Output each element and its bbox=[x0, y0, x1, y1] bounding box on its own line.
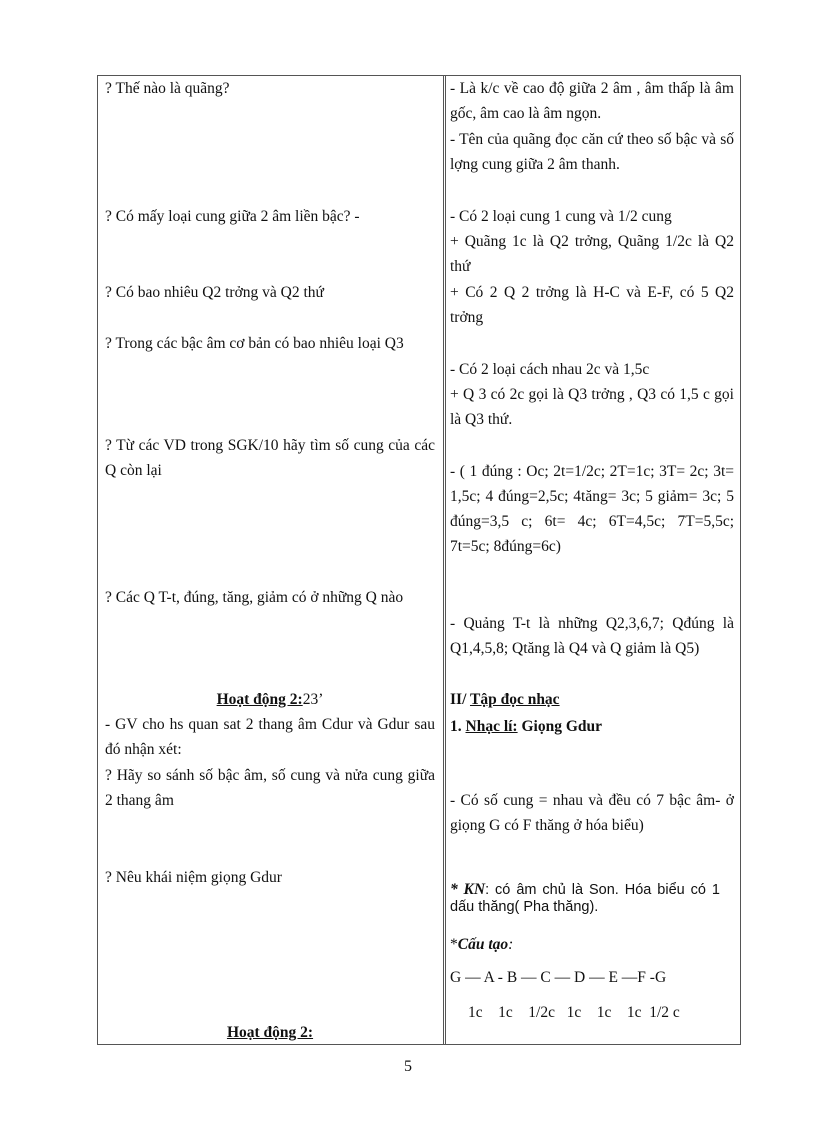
question-cung: ? Có mấy loại cung giữa 2 âm liền bậc? - bbox=[105, 208, 360, 225]
question-vd: ? Từ các VD trong SGK/10 hãy tìm số cung của các Q còn lại bbox=[105, 437, 435, 479]
section-title: Tập đọc nhạc bbox=[469, 691, 560, 708]
key-concept-label: * KN bbox=[450, 881, 486, 898]
key-concept bbox=[450, 881, 720, 916]
answer-interval-kinds: - Quảng T-t là những Q2,3,6,7; Qđúng là Q1,4,5,8; Qtăng là Q4 và Q giảm là Q5) bbox=[450, 615, 734, 657]
answer-q3-types: - Có 2 loại cách nhau 2c và 1,5c bbox=[450, 361, 650, 378]
question-q3: ? Trong các bậc âm cơ bản có bao nhiêu loại Q3 bbox=[105, 335, 404, 352]
structure-colon: : bbox=[508, 936, 514, 953]
scale-steps: 1c 1c 1/2c 1c 1c 1c 1/2 c bbox=[468, 1004, 680, 1021]
answer-interval-list: - ( 1 đúng : Oc; 2t=1/2c; 2T=1c; 3T= 2c; 3t= 1,5c; 4 đúng=2,5c; 4tăng= 3c; 5 giảm= 3c; 5 đúng=3,5 c; 6t= 4c; 6T=4,5c; 7T=5,5c; 7t=5c; 8đúng=6c) bbox=[450, 463, 734, 555]
question-q2: ? Có bao nhiêu Q2 trởng và Q2 thứ bbox=[105, 284, 324, 301]
structure-star: * bbox=[450, 936, 458, 953]
section-heading bbox=[450, 687, 560, 712]
lesson-table bbox=[97, 75, 741, 1045]
teacher-instruction: - GV cho hs quan sat 2 thang âm Cdur và Gdur sau đó nhận xét: bbox=[105, 716, 435, 758]
question-so-sanh: ? Hãy so sánh số bậc âm, số cung và nửa cung giữa 2 thang âm bbox=[105, 767, 435, 809]
question-cac-q: ? Các Q T-t, đúng, tăng, giảm có ở những Q nào bbox=[105, 589, 404, 606]
answer-cung-quang: + Quãng 1c là Q2 trởng, Quãng 1/2c là Q2 thứ bbox=[450, 233, 734, 275]
activity-2-bottom-heading: Hoạt động 2: bbox=[226, 1024, 314, 1041]
scale-notes: G — A - B — C — D — E —F -G bbox=[450, 969, 667, 986]
section-roman: II/ bbox=[450, 691, 467, 708]
subsection-key: Giọng Gdur bbox=[517, 718, 603, 735]
activity-2-time: 23’ bbox=[302, 691, 324, 708]
subsection-number: 1. bbox=[450, 718, 462, 735]
key-concept-text: : có âm chủ là Son. Hóa biểu có 1 dấu thăng( Pha thăng). bbox=[450, 882, 720, 915]
structure-heading bbox=[450, 932, 513, 957]
activity-2-title: Hoạt động 2: bbox=[216, 691, 303, 708]
question-quang: ? Thế nào là quãng? bbox=[105, 80, 230, 97]
answer-so-sanh: - Có số cung = nhau và đều có 7 bậc âm- ở giọng G có F thăng ở hóa biểu) bbox=[450, 792, 734, 834]
question-khai-niem: ? Nêu khái niệm giọng Gdur bbox=[105, 869, 282, 886]
page-number: 5 bbox=[404, 1058, 412, 1075]
structure-label: Cấu tạo bbox=[457, 936, 509, 953]
subsection-title: Nhạc lí: bbox=[465, 718, 518, 735]
activity-2-heading bbox=[105, 687, 435, 712]
answer-quang-name: - Tên của quãng đọc căn cứ theo số bậc và số lợng cung giữa 2 âm thanh. bbox=[450, 131, 734, 173]
column-divider bbox=[443, 76, 446, 1044]
answer-q3-names: + Q 3 có 2c gọi là Q3 trởng , Q3 có 1,5 c gọi là Q3 thứ. bbox=[450, 386, 734, 428]
subsection-heading bbox=[450, 714, 602, 739]
answer-cung-types: - Có 2 loại cung 1 cung và 1/2 cung bbox=[450, 208, 672, 225]
answer-q2: + Có 2 Q 2 trởng là H-C và E-F, có 5 Q2 trởng bbox=[450, 284, 734, 326]
answer-quang-definition: - Là k/c về cao độ giữa 2 âm , âm thấp là âm gốc, âm cao là âm ngọn. bbox=[450, 80, 734, 122]
